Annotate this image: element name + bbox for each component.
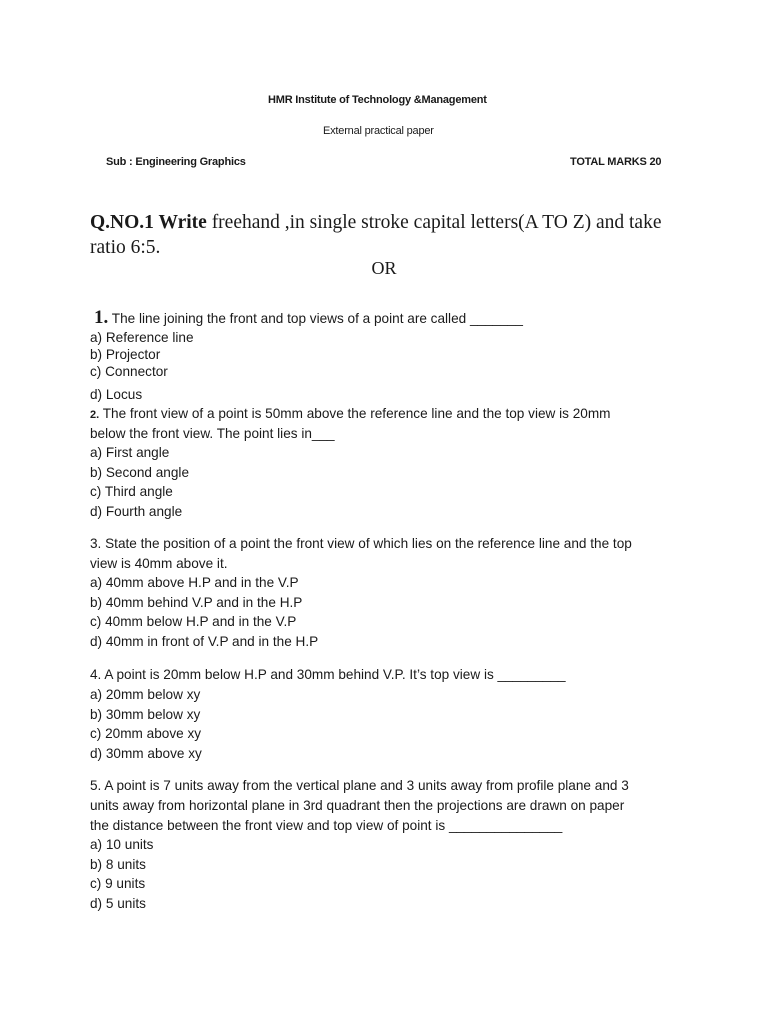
institute-title: HMR Institute of Technology &Management — [268, 94, 487, 106]
mcq-2-option-c: c) Third angle — [90, 484, 173, 499]
mcq-5-question-line-1: 5. A point is 7 units away from the vertical plane and 3 units away from profile plane and 3 — [90, 778, 629, 793]
mcq-1-number: 1. — [94, 307, 109, 328]
mcq-4-option-c: c) 20mm above xy — [90, 726, 202, 741]
mcq-5-question-line-3: the distance between the front view and top view of point is _______________ — [90, 818, 563, 833]
mcq-5-option-d: d) 5 units — [90, 896, 146, 911]
total-marks: TOTAL MARKS 20 — [570, 156, 662, 168]
mcq-2-option-b: b) Second angle — [90, 465, 190, 480]
mcq-2-question-line-1 — [90, 405, 610, 424]
mcq-1-question — [94, 309, 523, 327]
mcq-5-question-line-2: units away from horizontal plane in 3rd quadrant then the projections are drawn on paper — [90, 798, 625, 813]
mcq-3-option-a: a) 40mm above H.P and in the V.P — [90, 575, 299, 590]
question-1-block — [90, 210, 690, 260]
question-1-text: freehand ,in single stroke capital letters(A TO Z) and take ratio 6:5. — [90, 212, 662, 258]
subject-label: Sub : Engineering Graphics — [106, 156, 246, 168]
mcq-2-question-line-2: below the front view. The point lies in___ — [90, 426, 335, 441]
mcq-3-option-d: d) 40mm in front of V.P and in the H.P — [90, 634, 319, 649]
paper-type: External practical paper — [323, 125, 434, 137]
or-separator: OR — [371, 258, 397, 278]
mcq-3-option-c: c) 40mm below H.P and in the V.P — [90, 614, 297, 629]
mcq-3-question-line-1: 3. State the position of a point the front view of which lies on the reference line and the top — [90, 536, 632, 551]
mcq-3-option-b: b) 40mm behind V.P and in the H.P — [90, 595, 303, 610]
mcq-2-text-line-1: The front view of a point is 50mm above the reference line and the top view is 20mm — [102, 406, 611, 421]
mcq-1-option-a: a) Reference line — [90, 330, 194, 345]
mcq-3-question-line-2: view is 40mm above it. — [90, 556, 228, 571]
mcq-4-option-a: a) 20mm below xy — [90, 687, 201, 702]
mcq-5-option-b: b) 8 units — [90, 857, 146, 872]
mcq-1-option-c: c) Connector — [90, 364, 168, 379]
mcq-1-option-b: b) Projector — [90, 347, 161, 362]
mcq-2-option-a: a) First angle — [90, 445, 170, 460]
mcq-1-text: The line joining the front and top views of a point are called _______ — [111, 311, 523, 326]
mcq-4-option-d: d) 30mm above xy — [90, 746, 202, 761]
mcq-5-option-c: c) 9 units — [90, 876, 146, 891]
mcq-4-question: 4. A point is 20mm below H.P and 30mm behind V.P. It’s top view is _________ — [90, 667, 566, 682]
mcq-4-option-b: b) 30mm below xy — [90, 707, 201, 722]
question-1-label: Q.NO.1 Write — [90, 212, 207, 233]
mcq-1-option-d: d) Locus — [90, 387, 143, 402]
mcq-5-option-a: a) 10 units — [90, 837, 154, 852]
mcq-2-number: 2. — [90, 409, 100, 421]
mcq-2-option-d: d) Fourth angle — [90, 504, 183, 519]
